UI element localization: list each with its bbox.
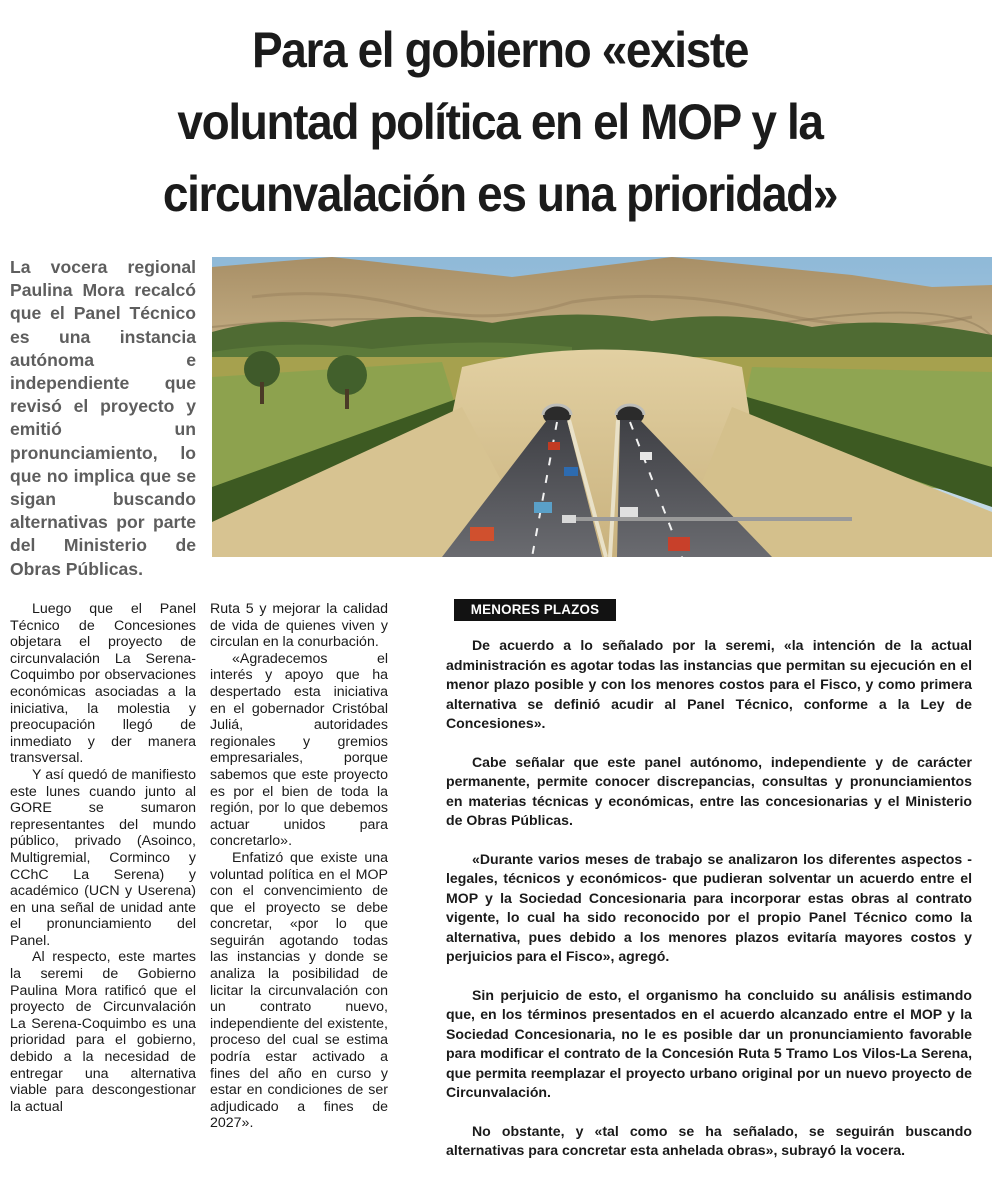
paragraph: De acuerdo a lo señalado por la seremi, «la intención de la actual administración es agotar todas las instancias que permitan su ejecución en el menor plazo posible y con los menores costos para el Fisco, y como primera alternativa se definió acudir al Panel Técnico, conforme a la Ley de Concesiones». xyxy=(446,637,972,731)
headline-line-2: voluntad política en el MOP y la xyxy=(177,94,823,150)
paragraph: Y así quedó de manifiesto este lunes cuando junto al GORE se sumaron representantes del mundo público, privado (Asoinco, Multigremial, Corminco y CChC La Serena) y académico (UCN y Userena) en una señal de unidad ante el pronunciamiento del Panel. xyxy=(10,766,196,949)
article-column-1 xyxy=(10,601,196,1115)
paragraph: Ruta 5 y mejorar la calidad de vida de quienes viven y circulan en la conurbación. xyxy=(210,601,388,651)
article-column-3 xyxy=(446,636,972,1180)
paragraph: Cabe señalar que este panel autónomo, independiente y de carácter permanente, permite conocer discrepancias, consultas y pronunciamientos en materias técnicas y económicas, entre las concesionarias y el Ministerio de Obras Públicas. xyxy=(446,753,972,828)
paragraph: No obstante, y «tal como se ha señalado, se seguirán buscando alternativas para concretar esta anhelada obras», subrayó la vocera. xyxy=(446,1122,972,1158)
paragraph: Al respecto, este martes la seremi de Gobierno Paulina Mora ratificó que el proyecto de Circunvalación La Serena-Coquimbo es una prioridad para el gobierno, debido a la necesidad de entregar una alternativa viable para descongestionar la actual xyxy=(10,949,196,1115)
lede: La vocera regional Paulina Mora recalcó que el Panel Técnico es una instancia autónoma e independiente que revisó el proyecto y emitió un pronunciamiento, lo que no implica que se sigan buscando alternativas por parte del Ministerio de Obras Públicas. xyxy=(10,257,196,579)
paragraph: «Agradecemos el interés y apoyo que ha despertado esta iniciativa en el gobernador Cristóbal Juliá, autoridades regionales y gremios empresariales, porque sabemos que este proyecto es por el bien de toda la región, por lo que debemos actuar unidos para concretarlo». xyxy=(210,650,388,850)
headline xyxy=(20,14,980,230)
paragraph: «Durante varios meses de trabajo se analizaron los diferentes aspectos - legales, técnicos y económicos- que pudieran solventar un acuerdo entre el MOP y la Sociedad Concesionaria para incorporar estas obras al contrato vigente, lo cual ha sido reconocido por el propio Panel Técnico como la alternativa, pues debido a los menores plazos evitaría mayores costos y perjuicios para el Fisco», agregó. xyxy=(446,850,972,964)
paragraph: Enfatizó que existe una voluntad política en el MOP con el convencimiento de que el proyecto se debe concretar, «por lo que seguirán agotando todas las instancias y donde se analiza la posibilidad de licitar la circunvalación con un contrato nuevo, independiente del existente, proceso del cual se estima podría estar activado a fines del año en curso y estar en condiciones de ser adjudicado a fines de 2027». xyxy=(210,849,388,1132)
paragraph: Sin perjuicio de esto, el organismo ha concluido su análisis estimando que, en los términos presentados en el acuerdo alcanzado entre el MOP y la Sociedad Concesionaria, no le es posible dar un pronunciamiento favorable para modificar el contrato de la Concesión Ruta 5 Tramo Los Vilos-La Serena, que permita reemplazar el proyecto urbano original por un nuevo proyecto de Circunvalación. xyxy=(446,986,972,1100)
highway-tunnel-photo xyxy=(212,257,992,557)
paragraph: Luego que el Panel Técnico de Concesiones objetara el proyecto de circunvalación La Serena-Coquimbo por observaciones económicas asociadas a la iniciativa, la molestia y preocupación llegó de inmediato y der manera transversal. xyxy=(10,601,196,767)
article-column-2 xyxy=(210,601,388,1132)
section-label: MENORES PLAZOS xyxy=(454,599,616,621)
headline-line-1: Para el gobierno «existe xyxy=(251,22,749,78)
highway-tunnel-rendering-icon xyxy=(212,257,992,557)
headline-line-3: circunvalación es una prioridad» xyxy=(162,166,838,222)
